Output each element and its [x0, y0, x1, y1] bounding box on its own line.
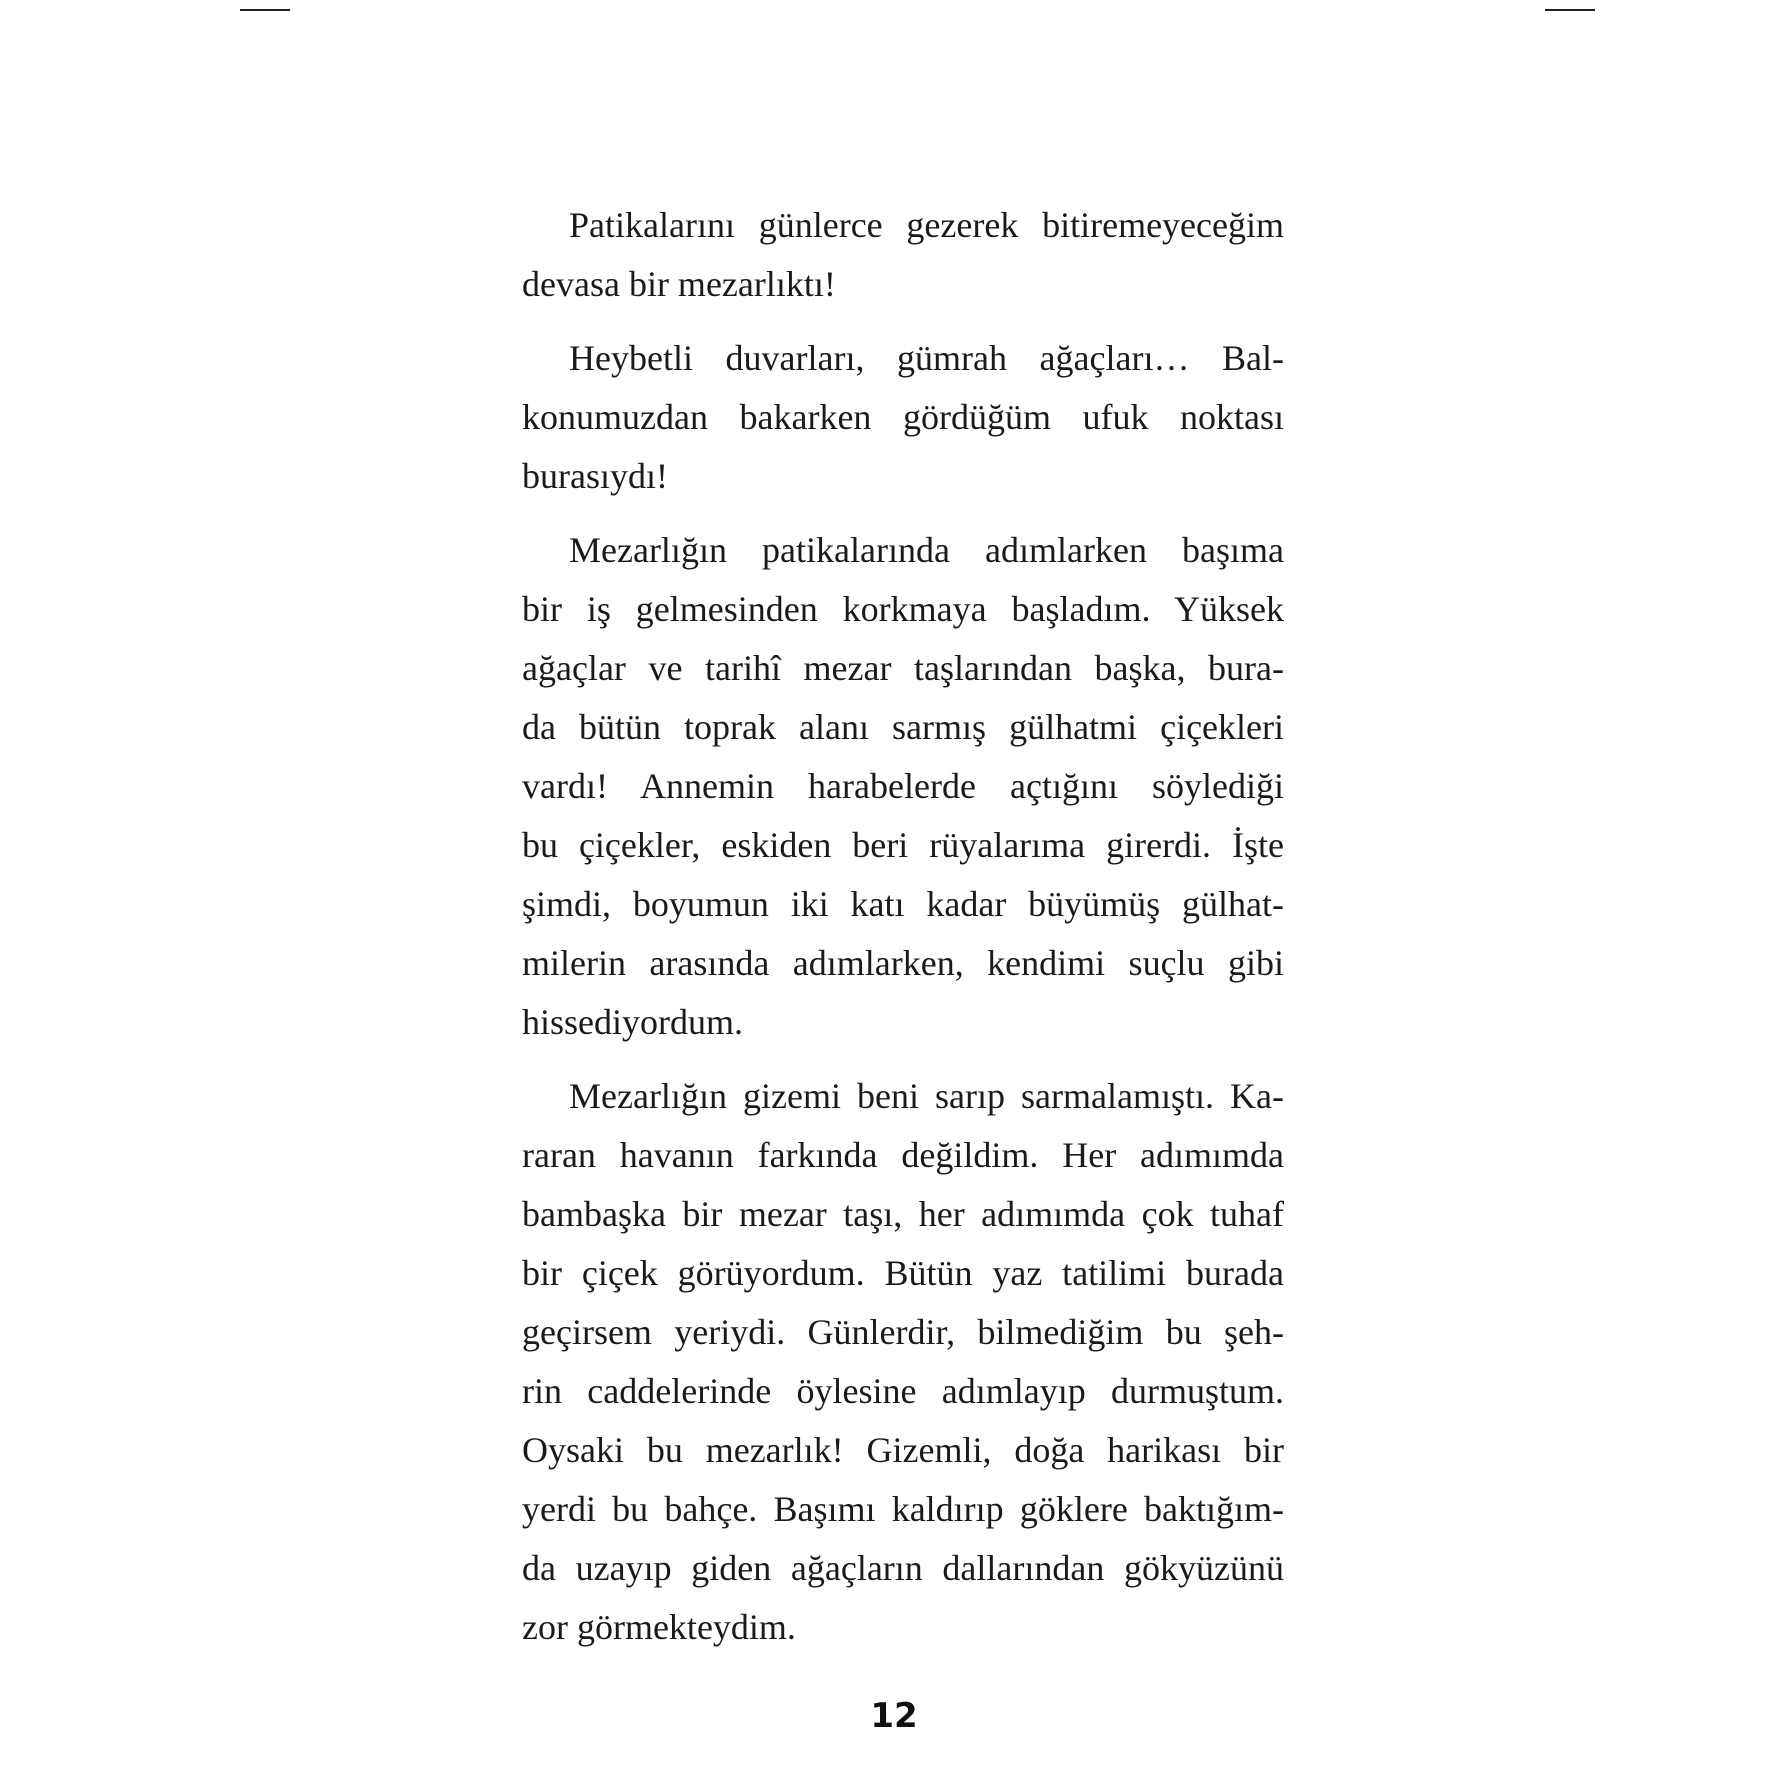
text-line: Mezarlığın patikalarında adımlarken başıma	[569, 530, 1284, 570]
text-line: konumuzdan bakarken gördüğüm ufuk noktası	[522, 397, 1284, 437]
text-line: Heybetli duvarları, gümrah ağaçları… Bal-	[569, 338, 1284, 378]
text-line: da bütün toprak alanı sarmış gülhatmi çiçekleri	[522, 707, 1284, 747]
text-line: milerin arasında adımlarken, kendimi suçlu gibi	[522, 943, 1284, 983]
text-line: bu çiçekler, eskiden beri rüyalarıma girerdi. İşte	[522, 825, 1284, 865]
paragraph	[522, 329, 1284, 506]
text-line: hissediyordum.	[522, 1002, 743, 1042]
text-line: bir iş gelmesinden korkmaya başladım. Yüksek	[522, 589, 1284, 629]
text-line: zor görmekteydim.	[522, 1607, 796, 1647]
text-line: şimdi, boyumun iki katı kadar büyümüş gülhat-	[522, 884, 1284, 924]
body-text	[522, 196, 1284, 1672]
paragraph	[522, 1067, 1284, 1657]
text-line: raran havanın farkında değildim. Her adımımda	[522, 1135, 1284, 1175]
crop-mark-left	[240, 9, 290, 11]
text-line: Oysaki bu mezarlık! Gizemli, doğa harikası bir	[522, 1430, 1284, 1470]
text-line: bambaşka bir mezar taşı, her adımımda çok tuhaf	[522, 1194, 1284, 1234]
page-number: 12	[870, 1696, 918, 1736]
text-line: ağaçlar ve tarihî mezar taşlarından başka, bura-	[522, 648, 1284, 688]
text-line: yerdi bu bahçe. Başımı kaldırıp göklere baktığım-	[522, 1489, 1284, 1529]
text-line: vardı! Annemin harabelerde açtığını söylediği	[522, 766, 1284, 806]
text-line: burasıydı!	[522, 456, 668, 496]
text-line: Mezarlığın gizemi beni sarıp sarmalamıştı. Ka-	[569, 1076, 1284, 1116]
text-line: devasa bir mezarlıktı!	[522, 264, 836, 304]
text-line: geçirsem yeriydi. Günlerdir, bilmediğim bu şeh-	[522, 1312, 1284, 1352]
text-line: Patikalarını günlerce gezerek bitiremeyeceğim	[569, 205, 1284, 245]
paragraph	[522, 196, 1284, 314]
paragraph	[522, 521, 1284, 1052]
text-line: rin caddelerinde öylesine adımlayıp durmuştum.	[522, 1371, 1284, 1411]
text-line: bir çiçek görüyordum. Bütün yaz tatilimi burada	[522, 1253, 1284, 1293]
crop-mark-right	[1545, 9, 1595, 11]
text-line: da uzayıp giden ağaçların dallarından gökyüzünü	[522, 1548, 1284, 1588]
